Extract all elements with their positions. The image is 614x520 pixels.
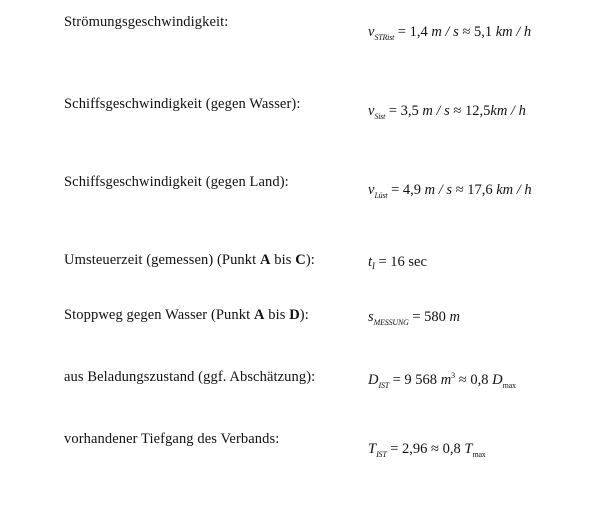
unit-kmh: km / h <box>495 24 532 40</box>
formula-schiffsgeschwindigkeit-wasser <box>368 103 526 121</box>
subscript: MESSUNG <box>373 318 409 327</box>
subscript-max: max <box>502 381 516 390</box>
value: = 1,4 <box>397 24 428 40</box>
symbol-v: v <box>368 103 375 119</box>
value: = 580 <box>412 309 446 325</box>
label-text: bis <box>264 307 290 323</box>
symbol-t-max: T <box>464 441 473 457</box>
label-umsteuerzeit <box>64 252 315 269</box>
approx-value: ≈ 17,6 <box>455 182 493 198</box>
value: = 16 sec <box>378 254 427 270</box>
symbol-s: s <box>368 309 374 325</box>
subscript: IST <box>378 381 389 390</box>
symbol-v: v <box>368 24 375 40</box>
label-tiefgang: vorhandener Tiefgang des Verbands: <box>64 431 280 447</box>
subscript: Sist <box>374 112 386 121</box>
formula-umsteuerzeit <box>368 254 427 271</box>
point-a: A <box>253 307 265 323</box>
value: = 2,96 ≈ 0,8 <box>390 441 461 457</box>
subscript-max: max <box>472 450 486 459</box>
unit-kmh: km / h <box>496 182 532 198</box>
formula-stroemungsgeschwindigkeit <box>368 24 531 42</box>
label-schiffsgeschwindigkeit-wasser: Schiffsgeschwindigkeit (gegen Wasser): <box>64 96 301 112</box>
symbol-d: D <box>368 372 379 388</box>
subscript: I <box>372 261 375 271</box>
value: = 3,5 <box>388 103 419 119</box>
unit-m: m <box>449 309 460 325</box>
unit-kmh: km / h <box>490 103 526 119</box>
value: = 9 568 <box>392 372 438 388</box>
symbol-t: t <box>368 254 373 270</box>
row-schiffsgeschwindigkeit-wasser <box>0 96 614 126</box>
label-stoppweg <box>64 307 309 324</box>
label-schiffsgeschwindigkeit-land: Schiffsgeschwindigkeit (gegen Land): <box>64 174 289 190</box>
unit-m3: m <box>440 372 452 388</box>
value: = 4,9 <box>391 182 421 198</box>
label-text: ): <box>305 252 315 268</box>
label-text: bis <box>270 252 296 268</box>
approx-value: ≈ 5,1 <box>462 24 493 40</box>
approx-value: ≈ 0,8 <box>458 372 489 388</box>
symbol-v: v <box>368 182 375 198</box>
row-schiffsgeschwindigkeit-land <box>0 174 614 204</box>
unit-ms: m / s <box>422 103 450 119</box>
label-text: Stoppweg gegen Wasser (Punkt <box>64 307 254 323</box>
symbol-t: T <box>368 441 377 457</box>
subscript: STRist <box>374 33 395 42</box>
formula-tiefgang <box>368 441 486 459</box>
row-umsteuerzeit <box>0 252 614 282</box>
label-stroemungsgeschwindigkeit: Strömungsgeschwindigkeit: <box>64 14 229 30</box>
row-beladungszustand <box>0 369 614 399</box>
approx-value: ≈ 12,5 <box>453 103 491 119</box>
row-stroemungsgeschwindigkeit <box>0 14 614 44</box>
unit-ms: m / s <box>431 24 459 40</box>
superscript: 3 <box>451 371 456 380</box>
unit-ms: m / s <box>424 182 453 198</box>
subscript: IST <box>376 450 387 459</box>
formula-stoppweg <box>368 309 460 327</box>
point-c: C <box>295 252 306 268</box>
point-d: D <box>289 307 300 323</box>
subscript: Lüst <box>374 191 388 200</box>
row-stoppweg <box>0 307 614 337</box>
formula-schiffsgeschwindigkeit-land <box>368 182 532 200</box>
formula-beladungszustand <box>368 371 516 390</box>
symbol-d-max: D <box>492 372 503 388</box>
row-tiefgang <box>0 431 614 461</box>
point-a: A <box>259 252 271 268</box>
label-beladungszustand: aus Beladungszustand (ggf. Abschätzung): <box>64 369 316 385</box>
label-text: ): <box>299 307 309 323</box>
label-text: Umsteuerzeit (gemessen) (Punkt <box>64 252 260 268</box>
